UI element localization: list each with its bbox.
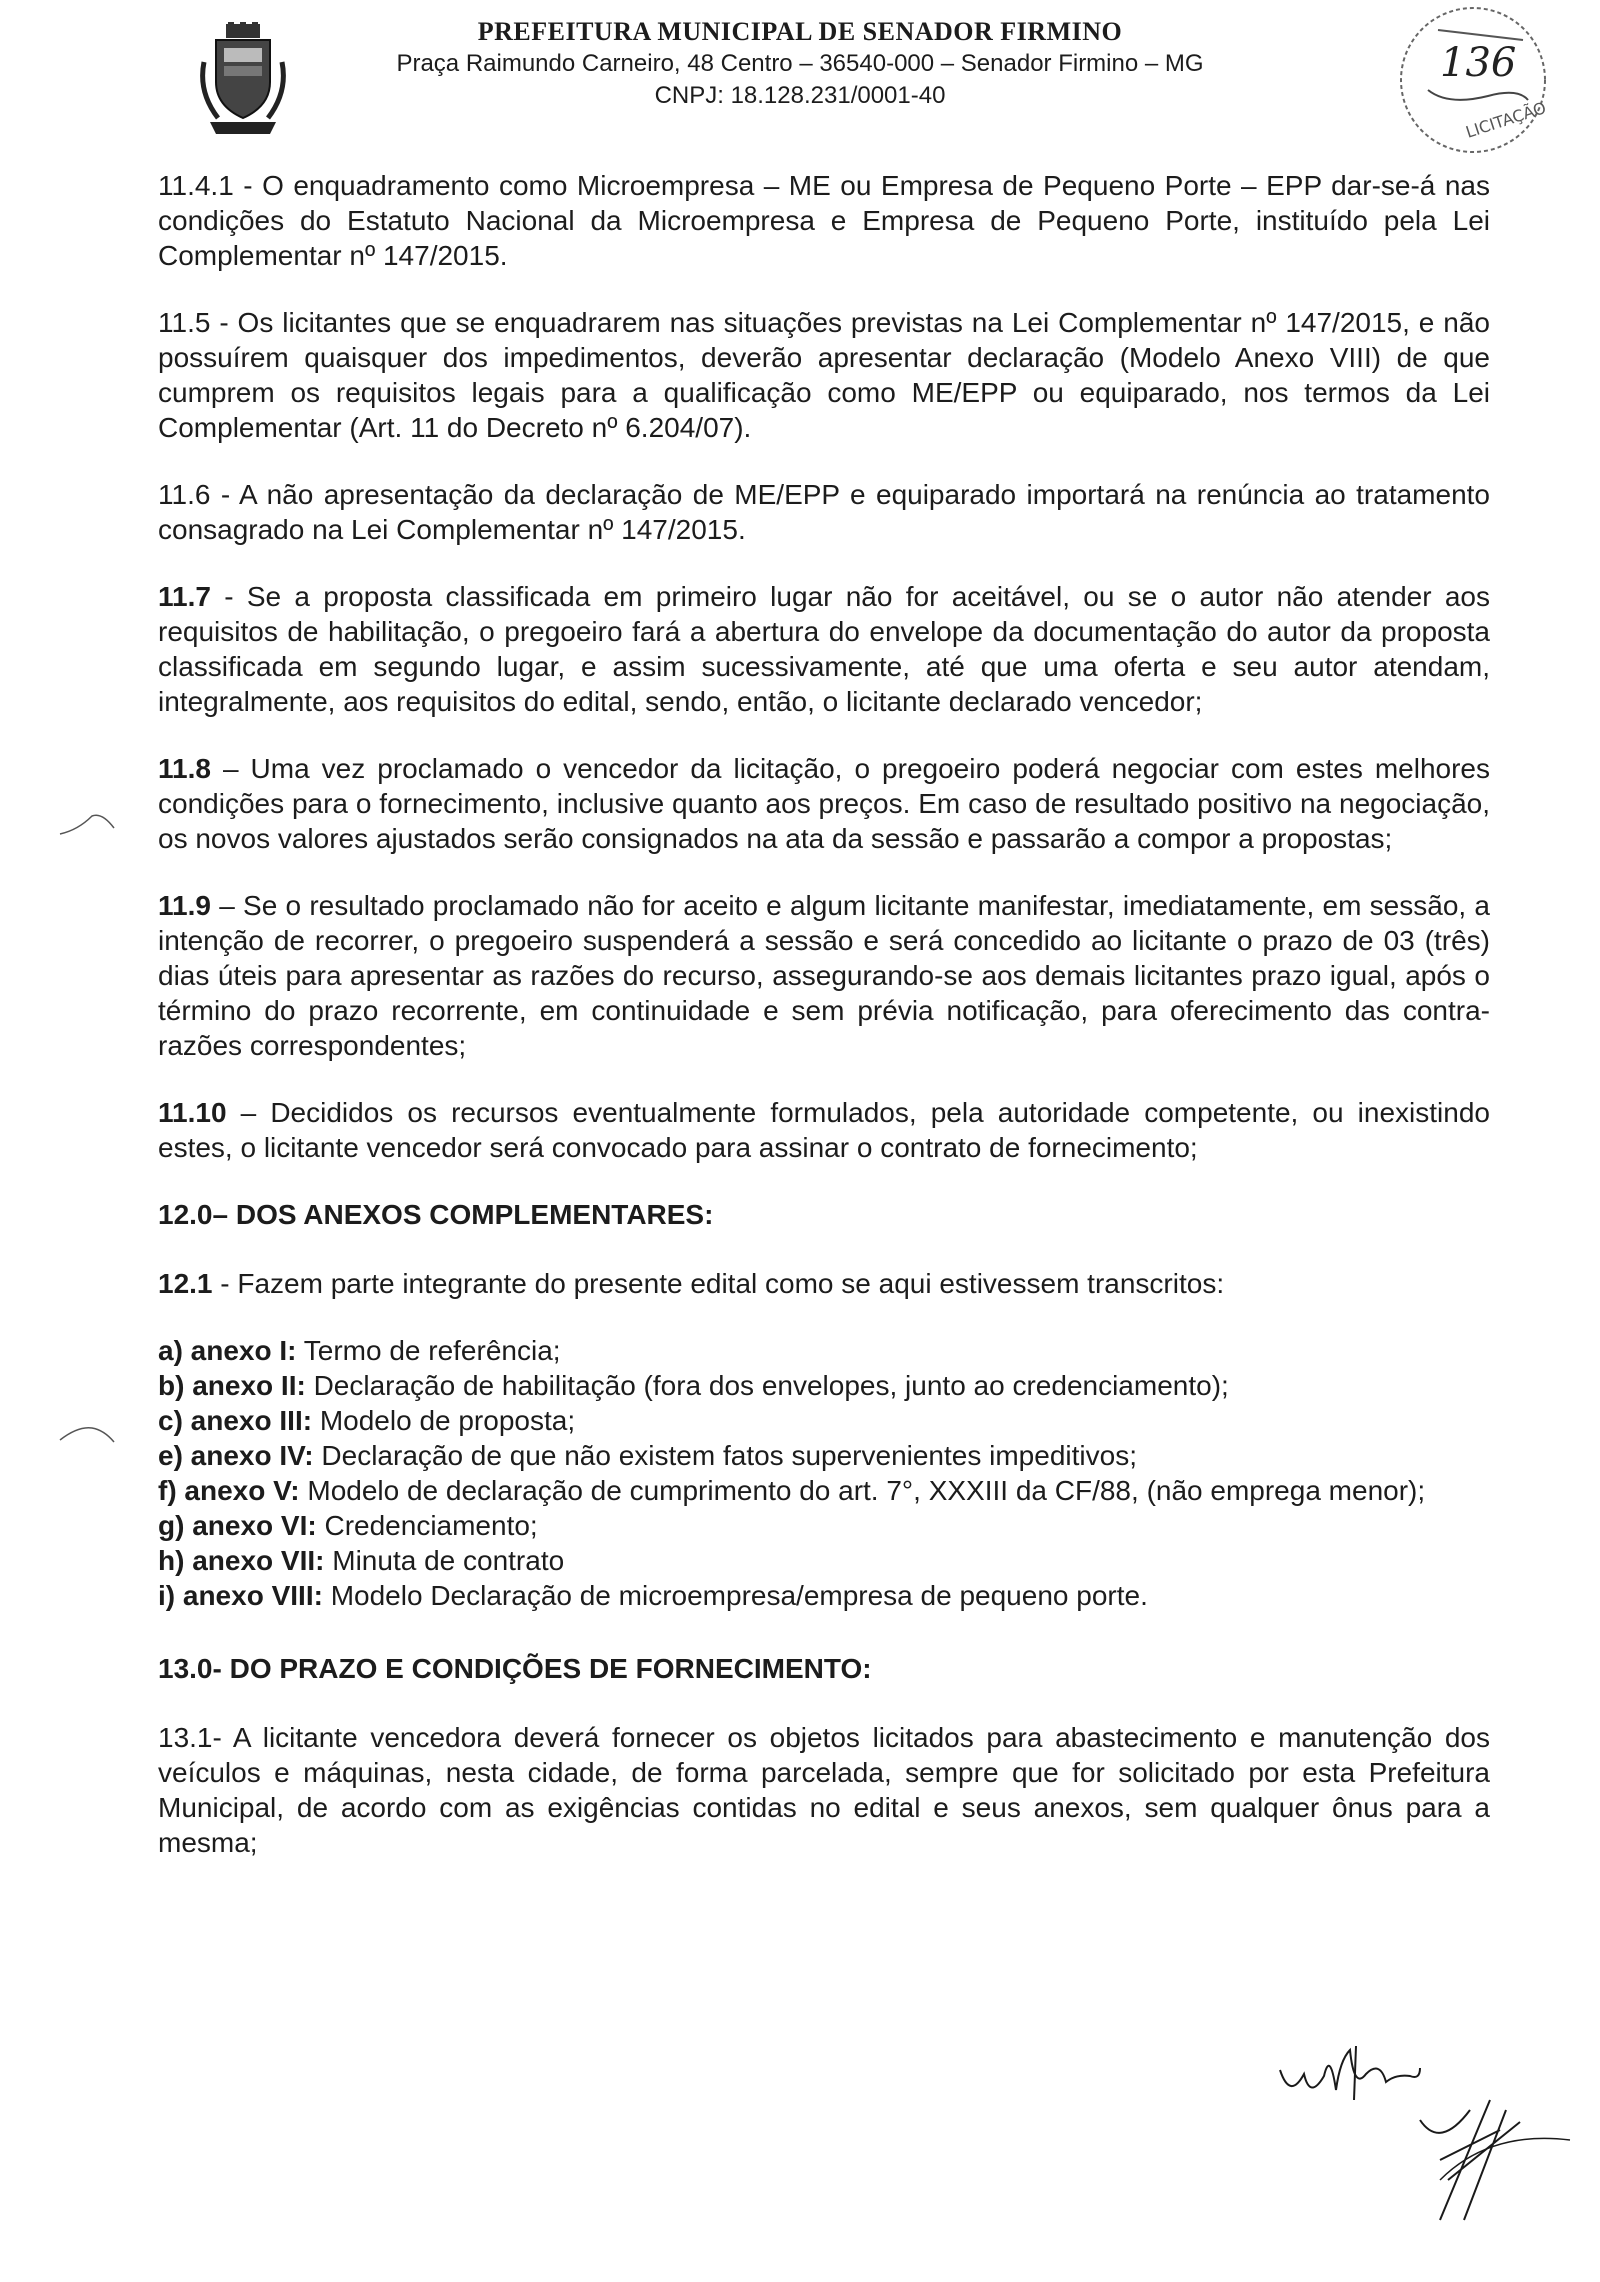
paragraph-11-6 <box>158 477 1490 547</box>
list-item: a) anexo I: Termo de referência; <box>158 1335 561 1366</box>
list-item: e) anexo IV: Declaração de que não existem fatos supervenientes impeditivos; <box>158 1440 1137 1471</box>
clause-text: – Uma vez proclamado o vencedor da licitação, o pregoeiro poderá negociar com estes melhores condições para o fornecimento, inclusive quanto aos preços. Em caso de resultado positivo na negociação, os novos valores ajustados serão consignados na ata da sessão e passarão a compor a propostas; <box>158 753 1490 854</box>
municipality-cnpj: CNPJ: 18.128.231/0001-40 <box>654 82 946 109</box>
paragraph-11-5 <box>158 305 1490 445</box>
list-item: i) anexo VIII: Modelo Declaração de microempresa/empresa de pequeno porte. <box>158 1580 1148 1611</box>
municipality-title: PREFEITURA MUNICIPAL DE SENADOR FIRMINO <box>477 17 1123 46</box>
clause-text: – Se o resultado proclamado não for aceito e algum licitante manifestar, imediatamente, em sessão, a intenção de recorrer, o pregoeiro suspenderá a sessão e será concedido ao licitante o prazo de 03 (três) dias úteis para apresentar as razões do recurso, assegurando-se aos demais licitantes prazo igual, após o término do prazo recorrente, em continuidade e sem prévia notificação, para oferecimento das contra-razões correspondentes; <box>158 890 1490 1061</box>
clause-number: 11.4.1 <box>158 170 234 201</box>
stamp-page-number: 136 <box>1440 40 1517 86</box>
list-item: c) anexo III: Modelo de proposta; <box>158 1405 576 1436</box>
page-number-stamp <box>1368 0 1568 168</box>
municipality-address: Praça Raimundo Carneiro, 48 Centro – 36540-000 – Senador Firmino – MG <box>396 50 1204 77</box>
clause-number: 11.8 <box>158 753 211 784</box>
clause-number: 11.7 <box>158 581 211 612</box>
clause-number: 11.10 <box>158 1097 227 1128</box>
letterhead <box>190 16 1410 112</box>
clause-text: – Decididos os recursos eventualmente formulados, pela autoridade competente, ou inexistindo estes, o licitante vencedor será convocado para assinar o contrato de fornecimento; <box>158 1097 1490 1163</box>
section-13-title: 13.0- DO PRAZO E CONDIÇÕES DE FORNECIMENTO: <box>158 1653 872 1684</box>
clause-text: - Os licitantes que se enquadrarem nas situações previstas na Lei Complementar nº 147/2015, e não possuírem quaisquer dos impedimentos, deverão apresentar declaração (Modelo Anexo VIII) de que cumprem os requisitos legais para a qualificação como ME/EPP ou equiparado, nos termos da Lei Complementar (Art. 11 do Decreto nº 6.204/07). <box>158 307 1490 443</box>
clause-number: 12.1 <box>158 1268 213 1299</box>
margin-mark-icon <box>58 1420 118 1450</box>
paragraph-11-4-1 <box>158 168 1490 273</box>
list-item: h) anexo VII: Minuta de contrato <box>158 1545 565 1576</box>
document-body <box>158 168 1490 1892</box>
list-item: f) anexo V: Modelo de declaração de cumprimento do art. 7°, XXXIII da CF/88, (não emprega menor); <box>158 1475 1426 1506</box>
margin-mark-icon <box>58 810 118 840</box>
section-12-title: 12.0– DOS ANEXOS COMPLEMENTARES: <box>158 1199 714 1230</box>
paragraph-13-1: 13.1- A licitante vencedora deverá fornecer os objetos licitados para abastecimento e manutenção dos veículos e máquinas, nesta cidade, de forma parcelada, sempre que for solicitado por esta Prefeitura Municipal, de acordo com as exigências contidas no edital e seus anexos, sem qualquer ônus para a mesma; <box>158 1722 1490 1858</box>
list-item: g) anexo VI: Credenciamento; <box>158 1510 538 1541</box>
paragraph-11-8 <box>158 751 1490 856</box>
paragraph-11-9 <box>158 888 1490 1063</box>
paragraph-11-10 <box>158 1095 1490 1165</box>
clause-number: 11.5 <box>158 307 211 338</box>
paragraph-11-7 <box>158 579 1490 719</box>
stamp-word: LICITAÇÃO <box>1463 98 1549 142</box>
clause-text: - A não apresentação da declaração de ME/EPP e equiparado importará na renúncia ao tratamento consagrado na Lei Complementar nº 147/2015. <box>158 479 1490 545</box>
clause-text: - Fazem parte integrante do presente edital como se aqui estivessem transcritos: <box>212 1268 1225 1299</box>
clause-number: 11.9 <box>158 890 211 921</box>
handwritten-signature <box>1270 2030 1590 2230</box>
annex-list <box>158 1333 1490 1613</box>
clause-number: 11.6 <box>158 479 211 510</box>
paragraph-12-1 <box>158 1266 1490 1301</box>
clause-text: - O enquadramento como Microempresa – ME ou Empresa de Pequeno Porte – EPP dar-se-á nas condições do Estatuto Nacional da Microempresa e Empresa de Pequeno Porte, instituído pela Lei Complementar nº 147/2015. <box>158 170 1490 271</box>
list-item: b) anexo II: Declaração de habilitação (fora dos envelopes, junto ao credenciamento); <box>158 1370 1229 1401</box>
clause-text: - Se a proposta classificada em primeiro lugar não for aceitável, ou se o autor não atender aos requisitos de habilitação, o pregoeiro fará a abertura do envelope da documentação do autor da proposta classificada em segundo lugar, e assim sucessivamente, até que uma oferta e seu autor atendam, integralmente, aos requisitos do edital, sendo, então, o licitante declarado vencedor; <box>158 581 1490 717</box>
